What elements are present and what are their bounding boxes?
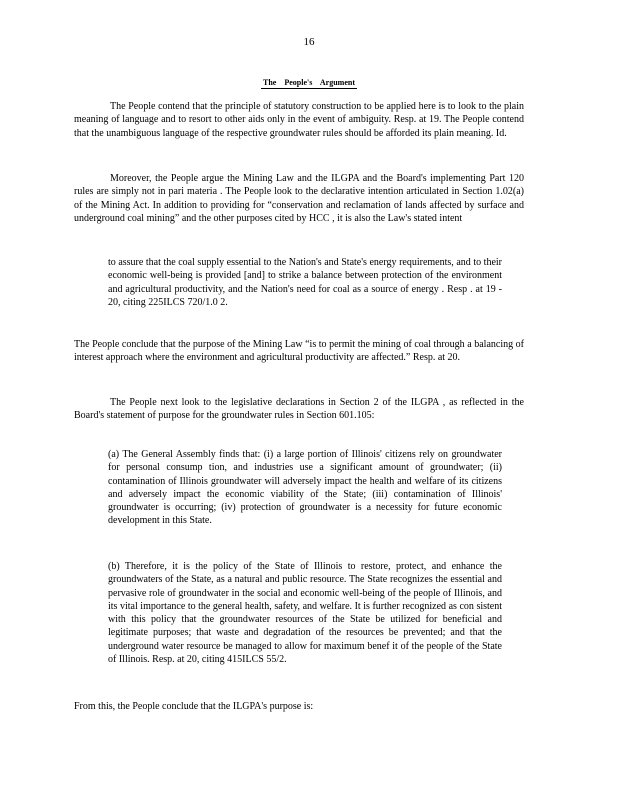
paragraph-in-pari-materia: Moreover, the People argue the Mining Law and the ILGPA and the Board's implementing Part 120 rules are simply not in pari materia . The People look to the declarative intention articulated in Section 1.02(a) of the Mining Act. In addition to providing for “conservation and reclamation of lands affected by surface and underground coal mining” and the other purposes cited by HCC , it is also the Law's stated intent (74, 173, 524, 224)
paragraph-ilgpa-purpose: From this, the People conclude that the ILGPA's purpose is: (74, 701, 314, 712)
quote-mining-law-intent: to assure that the coal supply essential to the Nation's and State's energy requirements, and to their economic well-being is provided [and] to strike a balance between protection of the environment and agricultural productivity, and the Nation's need for coal as a source of energy . Resp . at 19 - 20, citing 225ILCS 720/1.0 2. (108, 257, 502, 308)
paragraph-plain-meaning: The People contend that the principle of statutory construction to be applied here is to look to the plain meaning of language and to resort to other aids only in the event of ambiguity. Resp. at 19. The People contend that the unambiguous language of the respective groundwater rules should be afforded its plain meaning. Id. (74, 101, 524, 139)
section-heading-text: The People's Argument (263, 78, 355, 87)
section-heading (0, 76, 618, 89)
paragraph-ilgpa-declarations: The People next look to the legislative declarations in Section 2 of the ILGPA , as reflected in the Board's statement of purpose for the groundwater rules in Section 601.105: (74, 397, 524, 422)
quote-general-assembly-findings: (a) The General Assembly finds that: (i) a large portion of Illinois' citizens rely on groundwater for personal consump tion, and industries use a significant amount of groundwater; (ii) contamination of Illinois groundwater will adversely impact the health and welfare of its citizens and adversely impact the economic viability of the State; (iii) contamination of Illinois' groundwater is occurring; (iv) protection of groundwater is a necessity for future economic development in this State. (108, 449, 502, 527)
quote-state-policy: (b) Therefore, it is the policy of the State of Illinois to restore, protect, and enhance the groundwaters of the State, as a natural and public resource. The State recognizes the essential and pervasive role of groundwater in the social and economic well-being of the people of Illinois, and its vital importance to the general health, safety, and welfare. It is further recognized as con sistent with this policy that the groundwater resources of the State be utilized for beneficial and legitimate purposes; that waste and degradation of the resources be prevented; and that the underground water resource be managed to allow for maximum benef it of the people of the State of Illinois. Resp. at 20, citing 415ILCS 55/2. (108, 561, 502, 666)
paragraph-mining-law-purpose: The People conclude that the purpose of the Mining Law “is to permit the mining of coal through a balancing of interest approach where the environment and agricultural productivity are affected.” Resp. at 20. (74, 339, 524, 364)
page-number: 16 (303, 36, 315, 48)
